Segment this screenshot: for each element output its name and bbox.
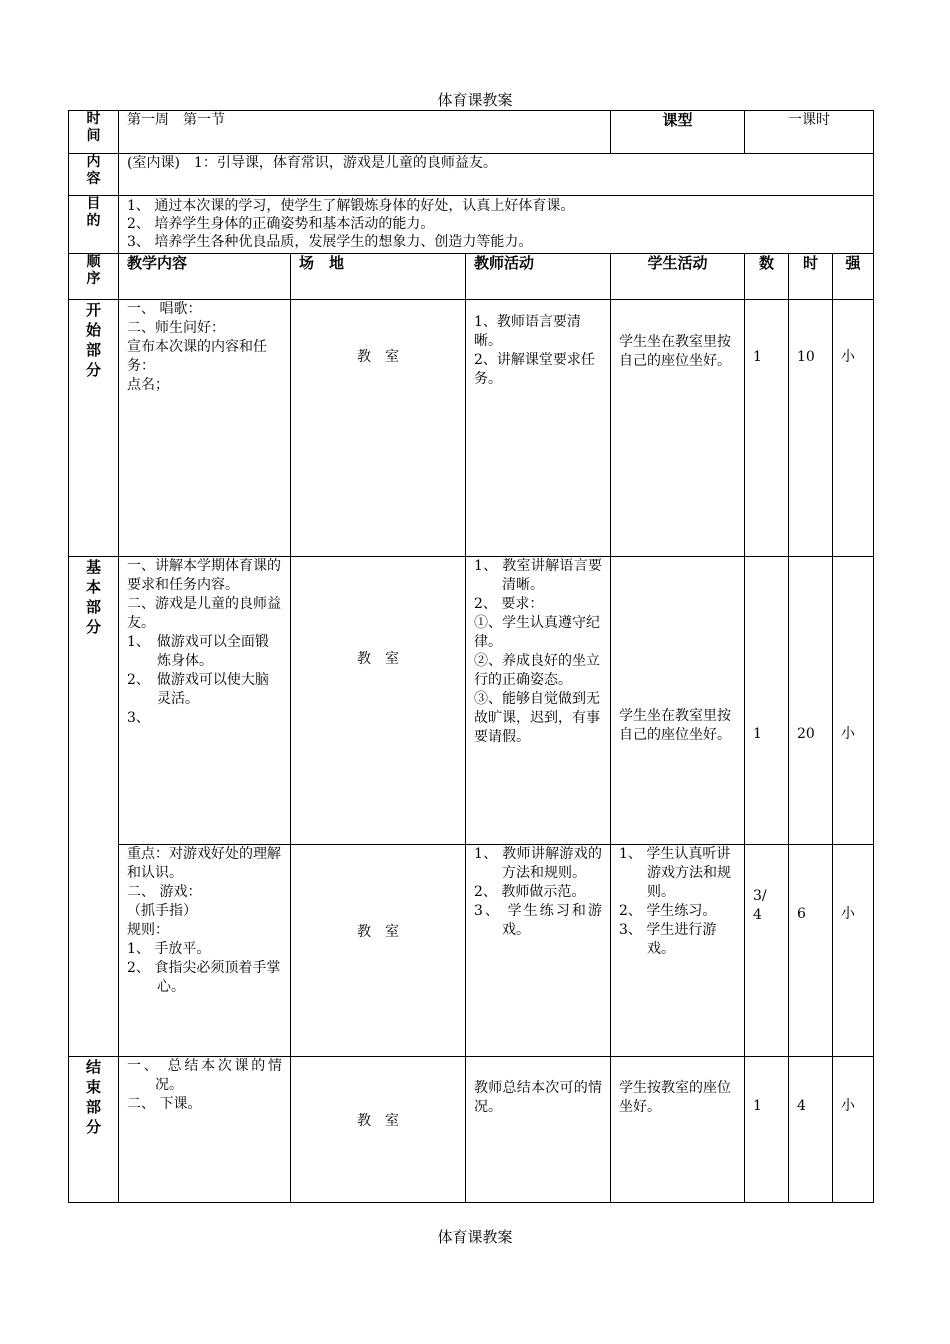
start-count: 1 xyxy=(753,349,762,365)
basic2-content-line: 重点：对游戏好处的理解和认识。 xyxy=(127,846,281,881)
end-venue-cell xyxy=(291,1057,466,1203)
goal-item: 2、 培养学生身体的正确姿势和基本活动的能力。 xyxy=(127,216,435,232)
row-goal xyxy=(69,196,874,254)
end-content-line: 二、 下课。 xyxy=(127,1096,202,1112)
col-intensity-cell xyxy=(833,254,874,300)
basic1-teacher-line: ①、学生认真遵守纪律。 xyxy=(474,615,600,650)
end-count: 1 xyxy=(753,1098,762,1114)
basic1-student: 学生坐在教室里按自己的座位坐好。 xyxy=(619,708,732,743)
content-label-cell xyxy=(69,154,119,196)
section-end-label-cell xyxy=(69,1057,119,1203)
section-start-label: 开始部分 xyxy=(85,301,101,379)
end-count-cell xyxy=(745,1057,789,1203)
section-basic-row-2 xyxy=(69,845,874,1057)
type-value: 一课时 xyxy=(788,112,831,128)
type-label: 课型 xyxy=(662,111,693,129)
start-content-line: 点名； xyxy=(127,377,169,393)
basic2-count: 3/4 xyxy=(753,888,767,923)
basic1-venue-cell xyxy=(291,557,466,845)
basic1-content-line: 1、 做游戏可以全面锻炼身体。 xyxy=(127,634,269,669)
col-count-cell xyxy=(745,254,789,300)
type-label-cell xyxy=(611,111,745,154)
type-value-cell xyxy=(745,111,874,154)
end-teacher-cell xyxy=(466,1057,611,1203)
time-value: 第一周 第一节 xyxy=(127,112,225,128)
basic2-content-line: （抓手指） xyxy=(127,903,197,919)
basic2-count-cell xyxy=(745,845,789,1057)
col-order-cell xyxy=(69,254,119,300)
end-content-cell xyxy=(119,1057,291,1203)
col-time: 时 xyxy=(803,254,819,272)
end-teacher: 教师总结本次可的情况。 xyxy=(474,1080,603,1115)
goal-label-cell xyxy=(69,196,119,254)
basic1-content-line: 2、 做游戏可以使大脑灵活。 xyxy=(127,672,269,707)
start-content-line: 二、师生问好： xyxy=(127,320,225,336)
section-basic-row-1 xyxy=(69,557,874,845)
basic2-content-cell xyxy=(119,845,291,1057)
basic2-intensity-cell xyxy=(833,845,874,1057)
col-teacher: 教师活动 xyxy=(474,254,535,272)
basic1-time-cell xyxy=(789,557,833,845)
basic2-student-line: 1、 学生认真听讲游戏方法和规则。 xyxy=(619,846,732,900)
basic1-content-line: 二、游戏是儿童的良师益友。 xyxy=(127,596,281,631)
basic2-content-line: 2、 食指尖必须顶着手掌心。 xyxy=(127,960,281,995)
basic1-intensity: 小 xyxy=(841,726,856,742)
basic1-student-cell xyxy=(611,557,745,845)
lesson-plan-table xyxy=(68,110,874,1203)
basic2-content-line: 规则： xyxy=(127,922,169,938)
col-teacher-cell xyxy=(466,254,611,300)
end-content-line: 一、 总结本次课的情况。 xyxy=(127,1058,282,1093)
column-header-row xyxy=(69,254,874,300)
time-value-cell xyxy=(119,111,611,154)
row-time xyxy=(69,111,874,154)
start-time: 10 xyxy=(797,349,815,365)
page-header-title: 体育课教案 xyxy=(437,91,513,109)
basic1-venue: 教 室 xyxy=(357,651,399,667)
start-count-cell xyxy=(745,300,789,557)
basic1-count: 1 xyxy=(753,726,762,742)
basic2-teacher-line: 2、 教师做示范。 xyxy=(474,884,586,900)
end-student: 学生按教室的座位坐好。 xyxy=(619,1080,732,1115)
basic1-time: 20 xyxy=(797,726,815,742)
basic1-intensity-cell xyxy=(833,557,874,845)
start-teacher-line: 1、教师语言要清晰。 xyxy=(474,314,581,349)
basic2-venue: 教 室 xyxy=(357,924,399,940)
start-content-line: 一、 唱歌： xyxy=(127,301,202,317)
start-student-cell xyxy=(611,300,745,557)
start-intensity-cell xyxy=(833,300,874,557)
start-student: 学生坐在教室里按自己的座位坐好。 xyxy=(619,334,732,369)
basic2-student-line: 3、 学生进行游戏。 xyxy=(619,922,717,957)
end-time: 4 xyxy=(797,1098,806,1114)
col-count: 数 xyxy=(759,254,775,272)
start-intensity: 小 xyxy=(841,349,856,365)
goal-label: 目的 xyxy=(86,196,101,229)
basic1-count-cell xyxy=(745,557,789,845)
start-time-cell xyxy=(789,300,833,557)
basic1-content-line: 一、讲解本学期体育课的要求和任务内容。 xyxy=(127,558,281,593)
basic2-time: 6 xyxy=(797,906,806,922)
basic2-student-line: 2、 学生练习。 xyxy=(619,903,717,919)
col-order: 顺序 xyxy=(86,254,101,287)
col-content-cell xyxy=(119,254,291,300)
col-student-cell xyxy=(611,254,745,300)
page-footer-title: 体育课教案 xyxy=(437,1228,513,1246)
end-intensity: 小 xyxy=(841,1098,856,1114)
time-label-cell xyxy=(69,111,119,154)
basic2-teacher-cell xyxy=(466,845,611,1057)
section-end-row xyxy=(69,1057,874,1203)
content-value: (室内课) 1：引导课，体育常识，游戏是儿童的良师益友。 xyxy=(127,155,497,171)
start-teacher-cell xyxy=(466,300,611,557)
basic2-time-cell xyxy=(789,845,833,1057)
start-content-cell xyxy=(119,300,291,557)
section-start-label-cell xyxy=(69,300,119,557)
col-venue-cell xyxy=(291,254,466,300)
basic2-content-line: 二、 游戏： xyxy=(127,884,202,900)
col-content: 教学内容 xyxy=(127,254,188,272)
time-label: 时间 xyxy=(86,111,101,144)
basic2-venue-cell xyxy=(291,845,466,1057)
basic2-teacher-line: 3、 学生练习和游戏。 xyxy=(474,903,603,938)
content-label: 内容 xyxy=(86,154,101,187)
section-start-row xyxy=(69,300,874,557)
section-end-label: 结束部分 xyxy=(85,1058,101,1136)
row-content xyxy=(69,154,874,196)
section-basic-label-cell xyxy=(69,557,119,1057)
basic1-teacher-line: ②、养成良好的坐立行的正确姿态。 xyxy=(474,653,600,688)
start-teacher-line: 2、讲解课堂要求任务。 xyxy=(474,352,595,387)
end-venue: 教 室 xyxy=(357,1113,399,1129)
end-intensity-cell xyxy=(833,1057,874,1203)
basic2-student-cell xyxy=(611,845,745,1057)
col-student: 学生活动 xyxy=(647,254,708,272)
section-basic-label: 基本部分 xyxy=(85,558,101,636)
goal-item: 3、 培养学生各种优良品质，发展学生的想象力、创造力等能力。 xyxy=(127,234,533,250)
basic1-teacher-line: 2、 要求： xyxy=(474,596,544,612)
basic1-teacher-cell xyxy=(466,557,611,845)
col-intensity: 强 xyxy=(845,254,861,272)
basic2-content-line: 1、 手放平。 xyxy=(127,941,211,957)
basic1-teacher-line: ③、能够自觉做到无故旷课，迟到，有事要请假。 xyxy=(474,691,600,745)
basic1-content-line: 3、 xyxy=(127,710,150,726)
goal-items-cell xyxy=(119,196,874,254)
col-venue: 场 地 xyxy=(299,254,345,272)
goal-item: 1、 通过本次课的学习，使学生了解锻炼身体的好处，认真上好体育课。 xyxy=(127,198,575,214)
basic2-teacher-line: 1、 教师讲解游戏的方法和规则。 xyxy=(474,846,603,881)
basic1-content-cell xyxy=(119,557,291,845)
basic2-intensity: 小 xyxy=(841,906,856,922)
start-venue-cell xyxy=(291,300,466,557)
start-venue: 教 室 xyxy=(357,349,399,365)
content-value-cell xyxy=(119,154,874,196)
end-time-cell xyxy=(789,1057,833,1203)
basic1-teacher-line: 1、 教室讲解语言要清晰。 xyxy=(474,558,603,593)
col-time-cell xyxy=(789,254,833,300)
start-content-line: 宣布本次课的内容和任务： xyxy=(127,339,267,374)
end-student-cell xyxy=(611,1057,745,1203)
